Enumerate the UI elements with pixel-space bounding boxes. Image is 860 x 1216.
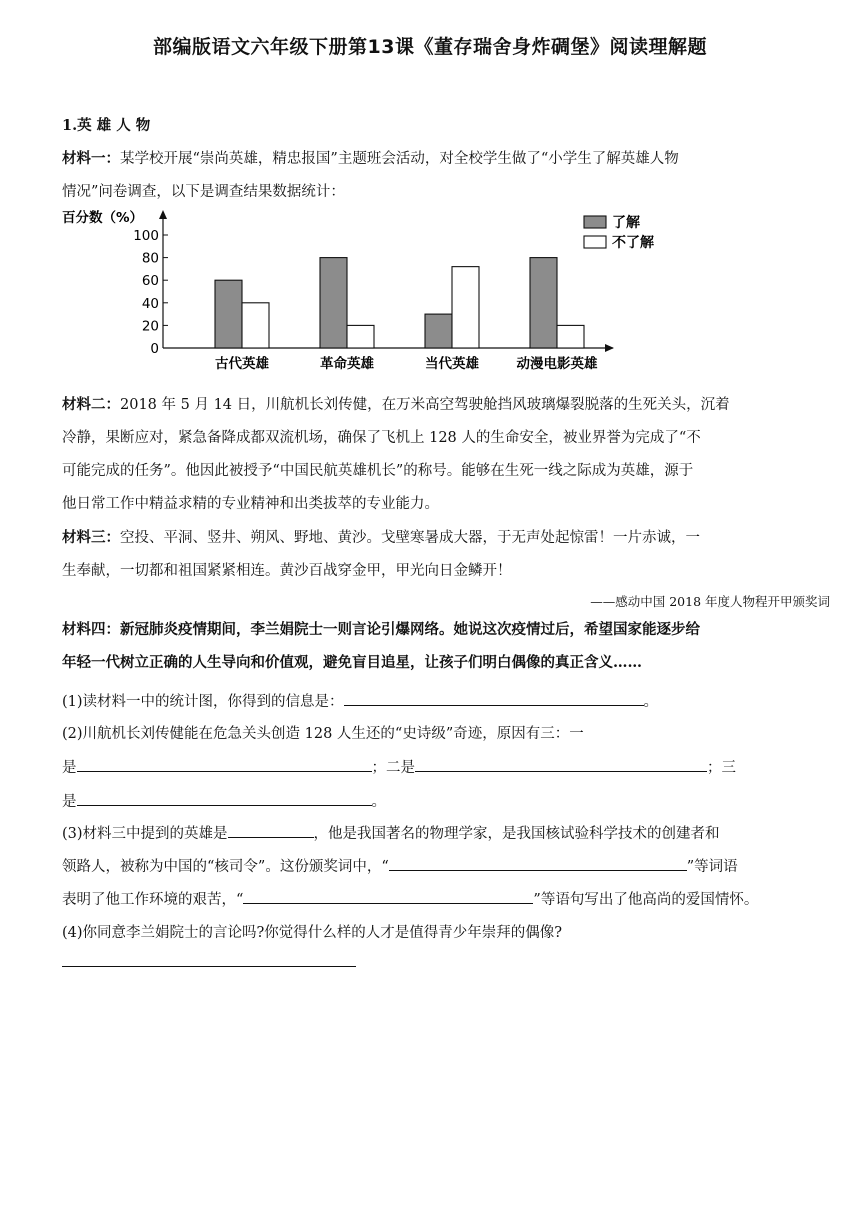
y-tick-label: 80: [141, 250, 159, 267]
legend-swatch: [584, 216, 606, 228]
y-tick-label: 100: [133, 228, 159, 244]
survey-bar-chart: [58, 205, 678, 375]
question-3-answer-blank-1[interactable]: [228, 823, 314, 838]
question-1-answer-blank[interactable]: [344, 691, 644, 706]
material-4-line-1: [62, 618, 700, 639]
material-3-line-2: 生奉献，一切都和祖国紧紧相连。黄沙百战穿金甲，甲光向日金鳞开！: [62, 563, 512, 579]
x-tick-label: 当代英雄: [425, 356, 479, 372]
question-2-answer-blank-1[interactable]: [77, 757, 372, 772]
bar-unknown: [242, 303, 269, 348]
bar-known: [530, 258, 557, 348]
material-4-text-1: 新冠肺炎疫情期间，李兰娟院士一则言论引爆网络。她说这次疫情过后，希望国家能逐步给: [120, 621, 700, 638]
legend-label: 了解: [612, 215, 640, 231]
question-1: [62, 690, 658, 711]
x-tick-label: 古代英雄: [215, 356, 269, 372]
material-2-line-4: 他日常工作中精益求精的专业精神和出类拔萃的专业能力。: [62, 496, 439, 512]
bar-unknown: [557, 325, 584, 348]
material-3-line-1: [62, 526, 700, 547]
question-2-d: 是: [62, 794, 77, 810]
y-tick-label: 40: [141, 295, 159, 312]
material-4-line-2: 年轻一代树立正确的人生导向和价值观，避免盲目追星，让孩子们明白偶像的真正含义……: [62, 654, 642, 671]
question-1-text: (1)读材料一中的统计图，你得到的信息是：: [62, 694, 344, 710]
question-4-answer-blank[interactable]: [62, 952, 356, 967]
material-1-line-1: [62, 147, 679, 168]
material-2-line-2: 冷静，果断应对，紧急备降成都双流机场，确保了飞机上 128 人的生命安全，被业界誉为完成了“不: [62, 430, 701, 446]
x-tick-label: 动漫电影英雄: [516, 356, 598, 372]
material-4-label: 材料四：: [62, 621, 120, 638]
material-2-text-1: 2018 年 5 月 14 日，川航机长刘传健，在万米高空驾驶舱挡风玻璃爆裂脱落的生死关头，沉着: [120, 397, 730, 413]
question-3-line-2: [62, 855, 738, 876]
question-2-line-1: (2)川航机长刘传健能在危急关头创造 128 人生还的“史诗级”奇迹，原因有三：一: [62, 726, 584, 742]
bar-unknown: [347, 325, 374, 348]
bar-unknown: [452, 267, 479, 348]
question-3-d: ”等词语: [686, 859, 738, 875]
question-2-a: 是: [62, 760, 77, 776]
question-2-b: ；二是: [371, 760, 415, 776]
question-4-answer-line[interactable]: [62, 952, 356, 971]
y-axis-arrow: [159, 210, 167, 219]
material-3-source: ——感动中国 2018 年度人物程开甲颁奖词: [590, 594, 830, 609]
material-2-label: 材料二：: [62, 396, 120, 413]
y-axis-label: 百分数（%）: [62, 210, 144, 226]
y-tick-label: 20: [141, 318, 159, 335]
page-title: 部编版语文六年级下册第13课《董存瑞舍身炸碉堡》阅读理解题: [153, 36, 707, 58]
legend-label: 不了解: [612, 235, 654, 251]
material-1-text-1: 某学校开展“崇尚英雄，精忠报国”主题班会活动，对全校学生做了“小学生了解英雄人物: [120, 151, 679, 167]
material-3-text-1: 空投、平洞、竖井、朔风、野地、黄沙。戈壁寒暑成大器，于无声处起惊雷！一片赤诚，一: [120, 530, 700, 546]
material-1-line-2: 情况”问卷调查，以下是调查结果数据统计：: [62, 184, 345, 200]
question-2-answer-blank-3[interactable]: [77, 791, 372, 806]
question-3-line-1: [62, 822, 720, 843]
question-3-b: ，他是我国著名的物理学家，是我国核试验科学技术的创建者和: [313, 826, 720, 842]
material-2-line-1: [62, 393, 730, 414]
question-3-a: (3)材料三中提到的英雄是: [62, 826, 228, 842]
question-3-c: 领路人，被称为中国的“核司令”。这份颁奖词中，“: [62, 859, 389, 875]
question-3-line-3: [62, 888, 758, 909]
question-3-f: ”等语句写出了他高尚的爱国情怀。: [533, 892, 759, 908]
question-3-e: 表明了他工作环境的艰苦，“: [62, 892, 244, 908]
question-4: (4)你同意李兰娟院士的言论吗?你觉得什么样的人才是值得青少年崇拜的偶像?: [62, 925, 563, 941]
question-2-answer-blank-2[interactable]: [415, 757, 707, 772]
legend-swatch: [584, 236, 606, 248]
question-1-end: 。: [643, 694, 659, 710]
x-tick-label: 革命英雄: [320, 356, 374, 372]
question-2-line-3: [62, 790, 386, 811]
question-2-line-2: [62, 756, 736, 777]
x-axis-arrow: [605, 344, 614, 352]
bar-known: [215, 280, 242, 348]
question-3-answer-blank-2[interactable]: [389, 856, 687, 871]
bar-known: [425, 314, 452, 348]
material-1-label: 材料一：: [62, 150, 120, 167]
question-2-c: ；三: [707, 760, 736, 776]
question-2-e: 。: [371, 794, 386, 810]
bar-known: [320, 258, 347, 348]
question-3-answer-blank-3[interactable]: [243, 889, 533, 904]
y-tick-label: 60: [141, 273, 159, 290]
section-heading: 1.英 雄 人 物: [62, 117, 151, 134]
material-2-line-3: 可能完成的任务”。他因此被授予“中国民航英雄机长”的称号。能够在生死一线之际成为英雄，源于: [62, 463, 694, 479]
y-tick-label: 0: [150, 341, 159, 357]
material-3-label: 材料三：: [62, 529, 120, 546]
